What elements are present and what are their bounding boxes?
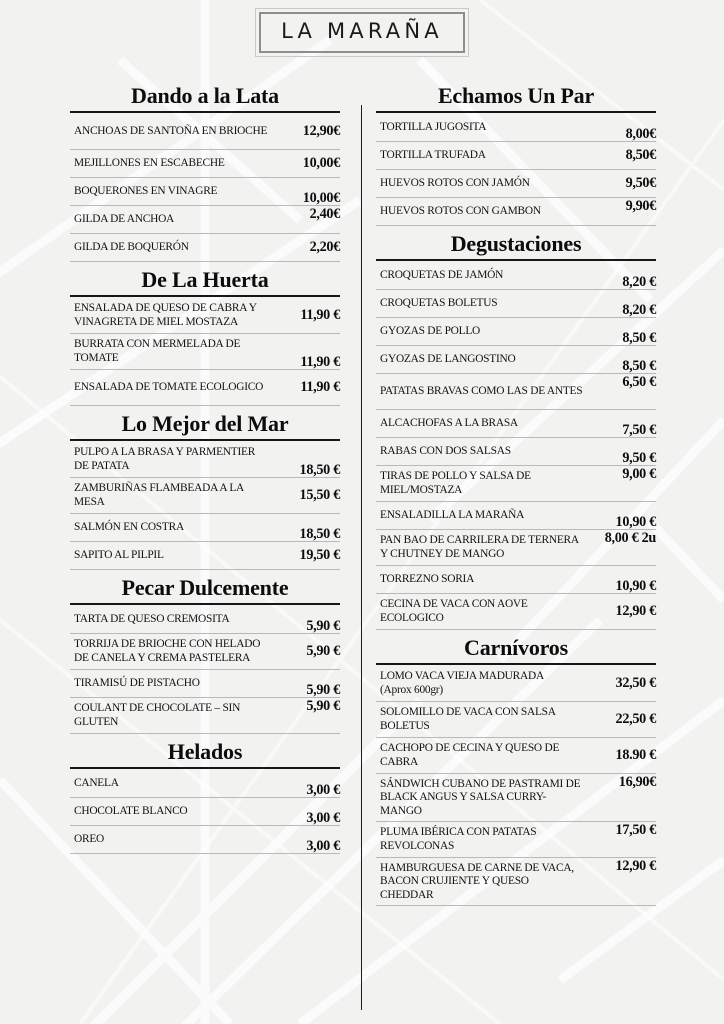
menu-item-price: 18,50 € xyxy=(299,462,340,479)
section-rule xyxy=(70,603,340,605)
menu-item-price: 9,90€ xyxy=(625,198,656,215)
menu-item-price: 12,90 € xyxy=(615,858,656,875)
menu-item-price: 3,00 € xyxy=(306,810,340,827)
section-rule xyxy=(376,111,656,113)
menu-item-name: ENSALADA DE TOMATE ECOLOGICO xyxy=(74,380,264,393)
section-rule xyxy=(70,767,340,769)
menu-item-name: OREO xyxy=(74,833,105,846)
menu-item-name: TORTILLA JUGOSITA xyxy=(380,120,487,133)
menu-item xyxy=(70,114,340,150)
menu-item xyxy=(70,826,340,854)
menu-item-name: TORRIJA DE BRIOCHE CON HELADO DE CANELA Y CREMA PASTELERA xyxy=(74,638,261,664)
section-title-echamos-un-par: Echamos Un Par xyxy=(437,83,595,108)
menu-item-name: CROQUETAS DE JAMÓN xyxy=(380,268,504,281)
menu-item-name: GILDA DE BOQUERÓN xyxy=(74,240,189,253)
menu-item-name: TIRAMISÚ DE PISTACHO xyxy=(74,677,200,690)
menu-item-name: SAPITO AL PILPIL xyxy=(74,549,164,562)
menu-item xyxy=(70,150,340,178)
menu-item xyxy=(376,666,656,702)
menu-item-name: PULPO A LA BRASA Y PARMENTIER DE PATATA xyxy=(74,446,256,472)
menu-item xyxy=(70,298,340,334)
menu-item xyxy=(376,410,656,438)
section-title-pecar-dulcemente: Pecar Dulcemente xyxy=(121,575,289,601)
menu-item xyxy=(376,858,656,906)
menu-item-price: 17,50 € xyxy=(615,822,656,839)
menu-item-price: 32,50 € xyxy=(615,675,656,692)
menu-item-price: 3,00 € xyxy=(306,838,340,855)
menu-item-price: 9,50€ xyxy=(625,175,656,192)
menu-item-price: 19,50 € xyxy=(299,547,340,564)
menu-item-price: 10,00€ xyxy=(302,190,340,207)
menu-item-name: ZAMBURIÑAS FLAMBEADA A LA MESA xyxy=(74,482,244,508)
menu-item-price: 8,50 € xyxy=(622,330,656,347)
menu-item-price: 2,20€ xyxy=(309,239,340,256)
menu-item-name: TIRAS DE POLLO Y SALSA DE MIEL/MOSTAZA xyxy=(380,470,531,496)
menu-item-price: 8,20 € xyxy=(622,274,656,291)
menu-item-name: ENSALADILLA LA MARAÑA xyxy=(380,508,525,521)
menu-item xyxy=(70,442,340,478)
menu-item-name: PATATAS BRAVAS COMO LAS DE ANTES xyxy=(380,384,583,397)
menu-item xyxy=(376,262,656,290)
menu-item xyxy=(70,634,340,670)
menu-item-price: 15,50 € xyxy=(299,487,340,504)
menu-item xyxy=(376,774,656,822)
menu-item-name: LOMO VACA VIEJA MADURADA (Aprox 600gr) xyxy=(380,670,544,696)
menu-item xyxy=(70,698,340,734)
menu-item xyxy=(376,530,656,566)
menu-item-name: MEJILLONES EN ESCABECHE xyxy=(74,156,225,169)
menu-item xyxy=(376,502,656,530)
menu-item xyxy=(376,198,656,226)
menu-item xyxy=(70,670,340,698)
menu-item xyxy=(70,370,340,406)
menu-item-price: 8,20 € xyxy=(622,302,656,319)
menu-item-name: TORTILLA TRUFADA xyxy=(380,148,486,161)
menu-item-name: CACHOPO DE CECINA Y QUESO DE CABRA xyxy=(380,742,560,768)
menu-item-name: SOLOMILLO DE VACA CON SALSA BOLETUS xyxy=(380,706,556,732)
menu-item xyxy=(70,798,340,826)
logo-text: LA MARAÑA xyxy=(281,19,443,43)
menu-item-price: 11,90 € xyxy=(300,354,340,371)
menu-item-price: 5,90 € xyxy=(306,682,340,699)
menu-item-price: 10,00€ xyxy=(302,155,340,172)
section-title-helados: Helados xyxy=(167,739,243,765)
menu-item-name: ANCHOAS DE SANTOÑA EN BRIOCHE xyxy=(74,124,268,137)
section-title-lo-mejor-del-mar: Lo Mejor del Mar xyxy=(121,411,289,437)
menu-item-price: 18,50 € xyxy=(299,526,340,543)
menu-item-price: 12,90€ xyxy=(302,123,340,140)
section-title-de-la-huerta: De La Huerta xyxy=(141,267,269,293)
menu-item xyxy=(376,114,656,142)
section-title-dando-a-la-lata: Dando a la Lata xyxy=(131,83,279,108)
logo-inner-frame xyxy=(259,12,465,53)
menu-item xyxy=(70,770,340,798)
menu-item-price: 16,90€ xyxy=(618,774,656,791)
menu-item-price: 2,40€ xyxy=(309,206,340,223)
section-rule xyxy=(376,259,656,261)
menu-item-price: 6,50 € xyxy=(622,374,656,391)
menu-item xyxy=(376,438,656,466)
menu-item-name: GYOZAS DE POLLO xyxy=(380,324,481,337)
logo-outer-frame xyxy=(255,8,469,57)
brand-logo xyxy=(0,8,724,57)
menu-item xyxy=(376,318,656,346)
menu-item-price: 5,90 € xyxy=(306,618,340,635)
menu-item-name: ENSALADA DE QUESO DE CABRA Y VINAGRETA DE MIEL MOSTAZA xyxy=(74,302,257,328)
menu-item xyxy=(376,290,656,318)
menu-columns xyxy=(0,78,724,906)
menu-item-name: TORREZNO SORIA xyxy=(380,572,475,585)
menu-item xyxy=(376,822,656,858)
menu-item xyxy=(376,142,656,170)
menu-item-name: BURRATA CON MERMELADA DE TOMATE xyxy=(74,338,241,364)
menu-item xyxy=(70,178,340,206)
menu-item xyxy=(70,206,340,234)
menu-item xyxy=(376,466,656,502)
menu-item-name: HUEVOS ROTOS CON JAMÓN xyxy=(380,176,530,189)
menu-item-name: GILDA DE ANCHOA xyxy=(74,212,175,225)
menu-item xyxy=(376,702,656,738)
section-rule xyxy=(70,111,340,113)
menu-item xyxy=(376,346,656,374)
menu-item-price: 22,50 € xyxy=(615,711,656,728)
menu-item-price: 10,90 € xyxy=(615,578,656,595)
section-rule xyxy=(70,295,340,297)
menu-item xyxy=(70,334,340,370)
menu-item xyxy=(376,594,656,630)
menu-item-name: CANELA xyxy=(74,777,119,790)
section-title-degustaciones: Degustaciones xyxy=(450,231,582,257)
menu-item-name: HAMBURGUESA DE CARNE DE VACA, BACON CRUJIENTE Y QUESO CHEDDAR xyxy=(380,861,574,901)
menu-item xyxy=(70,478,340,514)
menu-item-name: GYOZAS DE LANGOSTINO xyxy=(380,352,516,365)
menu-item xyxy=(70,514,340,542)
menu-item-price: 5,90 € xyxy=(306,643,340,660)
menu-column-left xyxy=(0,78,362,906)
menu-item xyxy=(376,738,656,774)
menu-item-name: RABAS CON DOS SALSAS xyxy=(380,444,511,457)
menu-item-price: 8,50€ xyxy=(625,147,656,164)
menu-item-price: 8,00€ xyxy=(625,126,656,143)
menu-item-name: HUEVOS ROTOS CON GAMBON xyxy=(380,204,541,217)
menu-item-note: (Aprox 600gr) xyxy=(380,683,443,696)
menu-item-name: CHOCOLATE BLANCO xyxy=(74,805,188,818)
menu-item xyxy=(376,170,656,198)
section-rule xyxy=(376,663,656,665)
menu-item-name: COULANT DE CHOCOLATE – SIN GLUTEN xyxy=(74,702,241,728)
section-rule xyxy=(70,439,340,441)
menu-item-price: 5,90 € xyxy=(306,698,340,715)
menu-item-price: 12,90 € xyxy=(615,603,656,620)
menu-item-name: SÁNDWICH CUBANO DE PASTRAMI DE BLACK ANGUS Y SALSA CURRY-MANGO xyxy=(380,777,581,817)
menu-item xyxy=(70,234,340,262)
menu-item-price: 8,00 € 2u xyxy=(604,530,656,547)
menu-item-name: ALCACHOFAS A LA BRASA xyxy=(380,416,518,429)
menu-item-name: TARTA DE QUESO CREMOSITA xyxy=(74,613,230,626)
menu-item-price: 11,90 € xyxy=(300,307,340,324)
menu-item-price: 7,50 € xyxy=(622,422,656,439)
menu-item-name: SALMÓN EN COSTRA xyxy=(74,521,184,534)
menu-item-price: 11,90 € xyxy=(300,379,340,396)
menu-item-price: 18.90 € xyxy=(615,747,656,764)
menu-item xyxy=(376,566,656,594)
menu-item-name: CECINA DE VACA CON AOVE ECOLOGICO xyxy=(380,598,528,624)
menu-item xyxy=(70,606,340,634)
menu-column-right xyxy=(362,78,724,906)
menu-item-price: 8,50 € xyxy=(622,358,656,375)
menu-item-price: 9,50 € xyxy=(622,450,656,467)
menu-item-name: PLUMA IBÉRICA CON PATATAS REVOLCONAS xyxy=(380,826,537,852)
menu-item-name: PAN BAO DE CARRILERA DE TERNERA Y CHUTNEY DE MANGO xyxy=(380,534,579,560)
menu-item xyxy=(70,542,340,570)
section-title-carnivoros: Carnívoros xyxy=(464,635,568,661)
menu-item-price: 3,00 € xyxy=(306,782,340,799)
menu-item-price: 9,00 € xyxy=(622,466,656,483)
menu-item-name: BOQUERONES EN VINAGRE xyxy=(74,184,218,197)
menu-item xyxy=(376,374,656,410)
menu-item-price: 10,90 € xyxy=(615,514,656,531)
menu-item-name: CROQUETAS BOLETUS xyxy=(380,296,498,309)
